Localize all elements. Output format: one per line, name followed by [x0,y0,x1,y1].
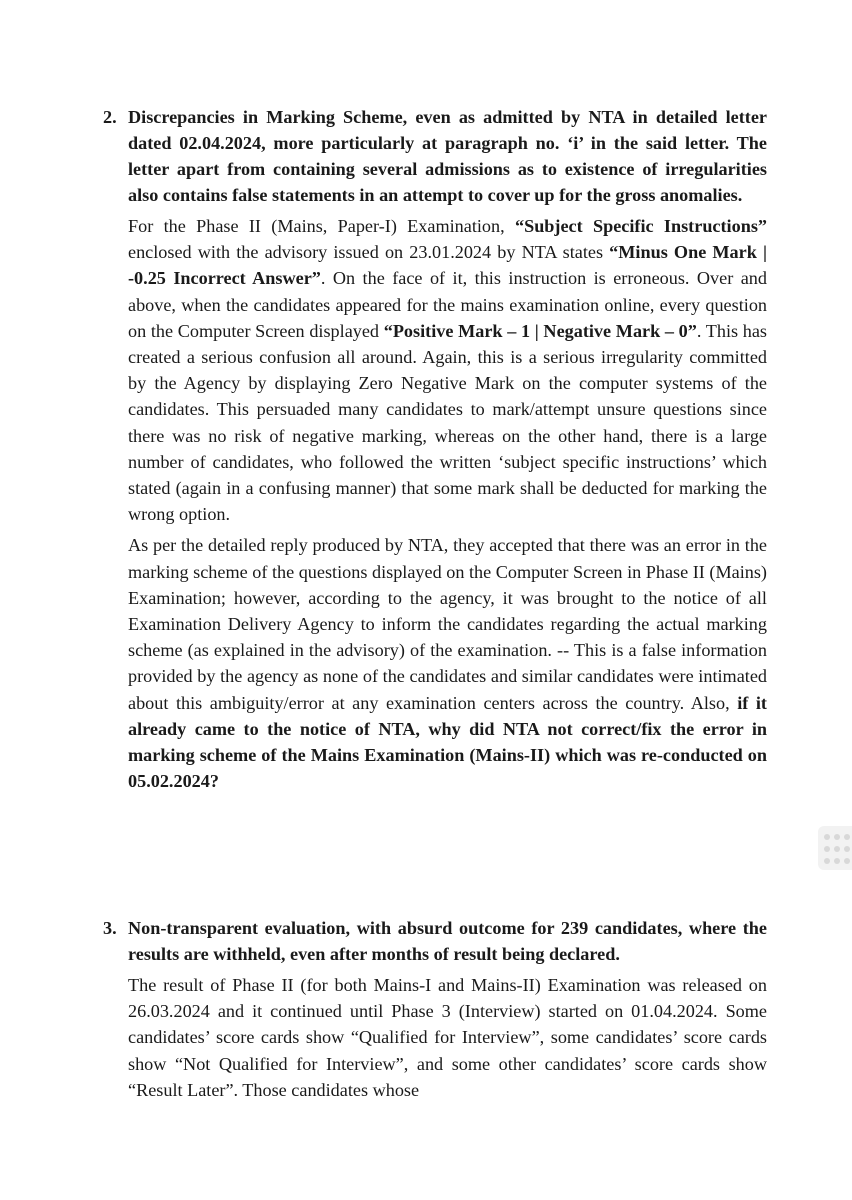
text: . This has created a serious confusion all around. Again, this is a serious irregularity committed by the Agency by displaying Zero Negative Mark on the computer systems of the candidates. This persuaded many candidates to mark/attempt unsure questions since there was no risk of negative marking, whereas on the other hand, there is a large number of candidates, who followed the written ‘subject specific instructions’ which stated (again in a confusing manner) that some mark shall be deducted for marking the wrong option. [128,320,768,525]
bold-text: if it already came to the notice of NTA, why did NTA not correct/fix the error in marking scheme of the Mains Examination (Mains-II) which was re-conducted on 05.02.2024? [128,692,767,792]
section-3 [103,915,767,1103]
bold-text: “Minus One Mark | -0.25 Incorrect Answer” [128,242,767,289]
section-2-heading-text: Discrepancies in Marking Scheme, even as admitted by NTA in detailed letter dated 02.04.2024, more particularly at paragraph no. ‘i’ in the said letter. The letter apart from containing several admissions as to existence of irregularities also contains false statements in an attempt to cover up for the gross anomalies. [128,107,767,205]
bold-text: “Positive Mark – 1 | Negative Mark – 0” [383,320,697,341]
text: For the Phase II (Mains, Paper-I) Examination, [128,216,515,236]
section-3-number: 3. [103,918,117,938]
text: enclosed with the advisory issued on 23.01.2024 by NTA states [128,242,610,263]
scroll-handle[interactable] [818,826,852,870]
section-2-heading [103,104,767,208]
section-2-paragraph-1 [128,213,767,527]
text: As per the detailed reply produced by NTA, they accepted that there was an error in the marking scheme of the questions displayed on the Computer Screen in Phase II (Mains) Examination; however, according to the agency, it was brought to the notice of all Examination Delivery Agency to inform the candidates regarding the actual marking scheme (as explained in the advisory) of the examination. -- This is a false information provided by the agency as none of the candidates and similar candidates were intimated about this ambiguity/error at any examination centers across the country. Also, [128,535,767,713]
grip-dots-icon [824,834,852,876]
section-3-heading [103,915,767,967]
section-3-heading-text: Non-transparent evaluation, with absurd outcome for 239 candidates, where the results are withheld, even after months of result being declared. [128,918,767,964]
section-2-number: 2. [103,107,117,127]
bold-text: “Subject Specific Instructions” [514,216,767,236]
text: . On the face of it, this instruction is erroneous. Over and above, when the candidates appeared for the mains examination online, every question on the Computer Screen displayed [128,268,767,341]
section-2-paragraph-2 [128,532,767,794]
section-3-paragraph-1: The result of Phase II (for both Mains-I and Mains-II) Examination was released on 26.03.2024 and it continued until Phase 3 (Interview) started on 01.04.2024. Some candidates’ score cards show “Qualified for Interview”, some candidates’ score cards show “Not Qualified for Interview”, and some other candidates’ score cards show “Result Later”. Those candidates whose [128,975,767,1100]
section-2 [103,104,767,794]
